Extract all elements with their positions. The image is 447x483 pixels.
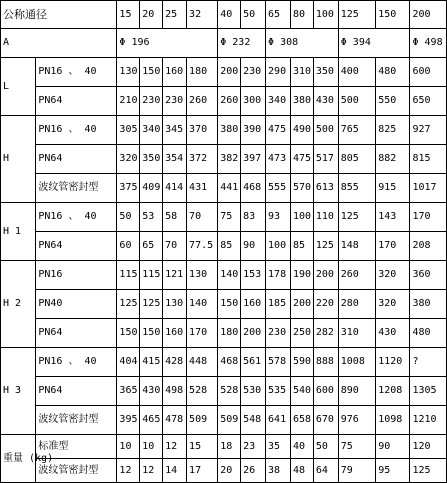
value-cell: 650: [410, 87, 447, 116]
value-cell: 121: [163, 261, 187, 290]
value-cell: 350: [140, 145, 163, 174]
table-row: [1, 459, 447, 483]
value-cell: 10: [140, 435, 163, 459]
value-cell: 185: [266, 290, 291, 319]
value-cell: 83: [241, 203, 266, 232]
value-cell: 428: [163, 348, 187, 377]
value-cell: 475: [266, 116, 291, 145]
value-cell: 38: [266, 459, 291, 483]
value-cell: 320: [376, 261, 410, 290]
value-cell: 890: [338, 377, 375, 406]
value-cell: 77.5: [187, 232, 218, 261]
value-cell: 125: [313, 232, 338, 261]
value-cell: 1210: [410, 406, 447, 435]
value-cell: 150: [140, 319, 163, 348]
value-cell: 125: [338, 203, 375, 232]
value-cell: 927: [410, 116, 447, 145]
value-cell: 468: [241, 174, 266, 203]
value-cell: 815: [410, 145, 447, 174]
value-cell: 130: [163, 290, 187, 319]
group-label: H 2: [1, 261, 36, 348]
value-cell: 431: [187, 174, 218, 203]
dimension-a-row: [1, 29, 447, 58]
value-cell: 509: [218, 406, 241, 435]
value-cell: 130: [187, 261, 218, 290]
row-label: PN64: [36, 319, 117, 348]
dimension-a-value: Φ 498: [410, 29, 447, 58]
value-cell: 305: [117, 116, 140, 145]
value-cell: 498: [163, 377, 187, 406]
dn-header-cell: 150: [376, 1, 410, 29]
value-cell: 320: [376, 290, 410, 319]
table-row: [1, 203, 447, 232]
value-cell: 180: [218, 319, 241, 348]
value-cell: 360: [410, 261, 447, 290]
value-cell: 26: [241, 459, 266, 483]
value-cell: 915: [376, 174, 410, 203]
group-label: 重量 (kg): [1, 435, 36, 483]
value-cell: 825: [376, 116, 410, 145]
value-cell: 658: [290, 406, 313, 435]
value-cell: 561: [241, 348, 266, 377]
value-cell: 230: [266, 319, 291, 348]
value-cell: 517: [313, 145, 338, 174]
value-cell: 35: [266, 435, 291, 459]
value-cell: 200: [241, 319, 266, 348]
value-cell: 395: [117, 406, 140, 435]
value-cell: 90: [241, 232, 266, 261]
value-cell: 190: [290, 261, 313, 290]
value-cell: 200: [290, 290, 313, 319]
row-label: PN40: [36, 290, 117, 319]
header-label: 公称通径: [1, 1, 117, 29]
value-cell: 48: [290, 459, 313, 483]
value-cell: 12: [117, 459, 140, 483]
value-cell: 200: [313, 261, 338, 290]
row-label: PN64: [36, 232, 117, 261]
value-cell: 415: [140, 348, 163, 377]
value-cell: 372: [187, 145, 218, 174]
value-cell: 310: [338, 319, 375, 348]
value-cell: 340: [140, 116, 163, 145]
value-cell: 613: [313, 174, 338, 203]
row-label: 标准型: [36, 435, 117, 459]
value-cell: 320: [117, 145, 140, 174]
value-cell: 390: [241, 116, 266, 145]
value-cell: 430: [140, 377, 163, 406]
value-cell: 345: [163, 116, 187, 145]
value-cell: 430: [376, 319, 410, 348]
value-cell: 430: [313, 87, 338, 116]
value-cell: 260: [187, 87, 218, 116]
value-cell: 100: [266, 232, 291, 261]
value-cell: 65: [140, 232, 163, 261]
value-cell: 15: [187, 435, 218, 459]
row-label: PN16: [36, 261, 117, 290]
value-cell: 1305: [410, 377, 447, 406]
dn-header-cell: 20: [140, 1, 163, 29]
value-cell: 382: [218, 145, 241, 174]
dimension-a-label: A: [1, 29, 117, 58]
value-cell: 478: [163, 406, 187, 435]
value-cell: 400: [338, 58, 375, 87]
value-cell: 18: [218, 435, 241, 459]
table-row: [1, 116, 447, 145]
value-cell: 1120: [376, 348, 410, 377]
value-cell: 208: [410, 232, 447, 261]
value-cell: 641: [266, 406, 291, 435]
value-cell: 370: [187, 116, 218, 145]
table-row: [1, 348, 447, 377]
value-cell: 115: [117, 261, 140, 290]
value-cell: 882: [376, 145, 410, 174]
table-row: [1, 58, 447, 87]
value-cell: 540: [290, 377, 313, 406]
group-label: L: [1, 58, 36, 116]
value-cell: 280: [338, 290, 375, 319]
table-row: [1, 145, 447, 174]
value-cell: 140: [187, 290, 218, 319]
value-cell: 380: [290, 87, 313, 116]
value-cell: 210: [117, 87, 140, 116]
value-cell: 170: [376, 232, 410, 261]
value-cell: 578: [266, 348, 291, 377]
value-cell: 230: [140, 87, 163, 116]
value-cell: 354: [163, 145, 187, 174]
value-cell: 600: [410, 58, 447, 87]
value-cell: 120: [410, 435, 447, 459]
value-cell: 148: [338, 232, 375, 261]
value-cell: 125: [117, 290, 140, 319]
value-cell: 448: [187, 348, 218, 377]
value-cell: 365: [117, 377, 140, 406]
table-row: [1, 406, 447, 435]
value-cell: 340: [266, 87, 291, 116]
value-cell: 130: [117, 58, 140, 87]
value-cell: 170: [187, 319, 218, 348]
value-cell: 509: [187, 406, 218, 435]
value-cell: 765: [338, 116, 375, 145]
value-cell: 100: [290, 203, 313, 232]
table-row: [1, 232, 447, 261]
value-cell: 75: [218, 203, 241, 232]
value-cell: 380: [410, 290, 447, 319]
value-cell: 85: [290, 232, 313, 261]
value-cell: 290: [266, 58, 291, 87]
value-cell: 468: [218, 348, 241, 377]
row-label: PN64: [36, 377, 117, 406]
row-label: PN16 、 40: [36, 348, 117, 377]
value-cell: 1008: [338, 348, 375, 377]
value-cell: 95: [376, 459, 410, 483]
value-cell: 528: [218, 377, 241, 406]
row-label: PN16 、 40: [36, 58, 117, 87]
value-cell: 670: [313, 406, 338, 435]
value-cell: 40: [290, 435, 313, 459]
dimension-a-value: Φ 394: [338, 29, 410, 58]
value-cell: 310: [290, 58, 313, 87]
value-cell: 79: [338, 459, 375, 483]
group-label: H 3: [1, 348, 36, 435]
value-cell: 380: [218, 116, 241, 145]
value-cell: 20: [218, 459, 241, 483]
value-cell: 93: [266, 203, 291, 232]
value-cell: 441: [218, 174, 241, 203]
value-cell: 528: [187, 377, 218, 406]
value-cell: 570: [290, 174, 313, 203]
value-cell: 178: [266, 261, 291, 290]
dn-header-cell: 15: [117, 1, 140, 29]
value-cell: 1208: [376, 377, 410, 406]
value-cell: 300: [241, 87, 266, 116]
value-cell: 480: [410, 319, 447, 348]
value-cell: 250: [290, 319, 313, 348]
value-cell: 260: [338, 261, 375, 290]
row-label: 波纹管密封型: [36, 406, 117, 435]
value-cell: 600: [313, 377, 338, 406]
value-cell: 150: [218, 290, 241, 319]
value-cell: 17: [187, 459, 218, 483]
value-cell: 805: [338, 145, 375, 174]
table-row: [1, 435, 447, 459]
value-cell: 409: [140, 174, 163, 203]
value-cell: 12: [163, 435, 187, 459]
group-label: H 1: [1, 203, 36, 261]
value-cell: 150: [117, 319, 140, 348]
table-row: [1, 290, 447, 319]
value-cell: 550: [376, 87, 410, 116]
dn-header-cell: 32: [187, 1, 218, 29]
value-cell: 230: [163, 87, 187, 116]
value-cell: 530: [241, 377, 266, 406]
value-cell: 70: [163, 232, 187, 261]
value-cell: 200: [218, 58, 241, 87]
value-cell: 260: [218, 87, 241, 116]
value-cell: 60: [117, 232, 140, 261]
value-cell: 555: [266, 174, 291, 203]
value-cell: 140: [218, 261, 241, 290]
value-cell: 64: [313, 459, 338, 483]
value-cell: 230: [241, 58, 266, 87]
value-cell: 14: [163, 459, 187, 483]
value-cell: 220: [313, 290, 338, 319]
value-cell: ?: [410, 348, 447, 377]
dn-header-cell: 25: [163, 1, 187, 29]
value-cell: 12: [140, 459, 163, 483]
value-cell: 50: [313, 435, 338, 459]
value-cell: 180: [187, 58, 218, 87]
row-label: 波纹管密封型: [36, 174, 117, 203]
dn-header-cell: 125: [338, 1, 375, 29]
value-cell: 75: [338, 435, 375, 459]
value-cell: 170: [410, 203, 447, 232]
value-cell: 23: [241, 435, 266, 459]
dimension-a-value: Φ 196: [117, 29, 218, 58]
value-cell: 58: [163, 203, 187, 232]
value-cell: 1017: [410, 174, 447, 203]
dn-header-cell: 80: [290, 1, 313, 29]
table-row: [1, 87, 447, 116]
dn-header-cell: 50: [241, 1, 266, 29]
value-cell: 500: [313, 116, 338, 145]
value-cell: 153: [241, 261, 266, 290]
value-cell: 414: [163, 174, 187, 203]
value-cell: 282: [313, 319, 338, 348]
value-cell: 160: [163, 319, 187, 348]
value-cell: 110: [313, 203, 338, 232]
value-cell: 473: [266, 145, 291, 174]
value-cell: 480: [376, 58, 410, 87]
table-row: [1, 174, 447, 203]
value-cell: 855: [338, 174, 375, 203]
table-row: [1, 319, 447, 348]
value-cell: 500: [338, 87, 375, 116]
table-row: [1, 261, 447, 290]
value-cell: 53: [140, 203, 163, 232]
value-cell: 143: [376, 203, 410, 232]
table-row: [1, 377, 447, 406]
table-body: [1, 1, 447, 483]
dn-header-cell: 40: [218, 1, 241, 29]
value-cell: 125: [410, 459, 447, 483]
value-cell: 888: [313, 348, 338, 377]
row-label: PN16 、 40: [36, 116, 117, 145]
dn-header-cell: 65: [266, 1, 291, 29]
value-cell: 976: [338, 406, 375, 435]
value-cell: 160: [163, 58, 187, 87]
value-cell: 50: [117, 203, 140, 232]
value-cell: 404: [117, 348, 140, 377]
value-cell: 1098: [376, 406, 410, 435]
value-cell: 160: [241, 290, 266, 319]
value-cell: 85: [218, 232, 241, 261]
value-cell: 70: [187, 203, 218, 232]
value-cell: 10: [117, 435, 140, 459]
value-cell: 465: [140, 406, 163, 435]
value-cell: 150: [140, 58, 163, 87]
dn-header-cell: 100: [313, 1, 338, 29]
row-label: PN16 、 40: [36, 203, 117, 232]
value-cell: 590: [290, 348, 313, 377]
value-cell: 490: [290, 116, 313, 145]
dn-header-cell: 200: [410, 1, 447, 29]
value-cell: 375: [117, 174, 140, 203]
value-cell: 115: [140, 261, 163, 290]
row-label: PN64: [36, 87, 117, 116]
header-row: [1, 1, 447, 29]
dimension-a-value: Φ 232: [218, 29, 266, 58]
value-cell: 125: [140, 290, 163, 319]
value-cell: 475: [290, 145, 313, 174]
dimension-a-value: Φ 308: [266, 29, 339, 58]
row-label: 波纹管密封型: [36, 459, 117, 483]
value-cell: 350: [313, 58, 338, 87]
value-cell: 535: [266, 377, 291, 406]
value-cell: 548: [241, 406, 266, 435]
group-label: H: [1, 116, 36, 203]
value-cell: 90: [376, 435, 410, 459]
value-cell: 397: [241, 145, 266, 174]
row-label: PN64: [36, 145, 117, 174]
